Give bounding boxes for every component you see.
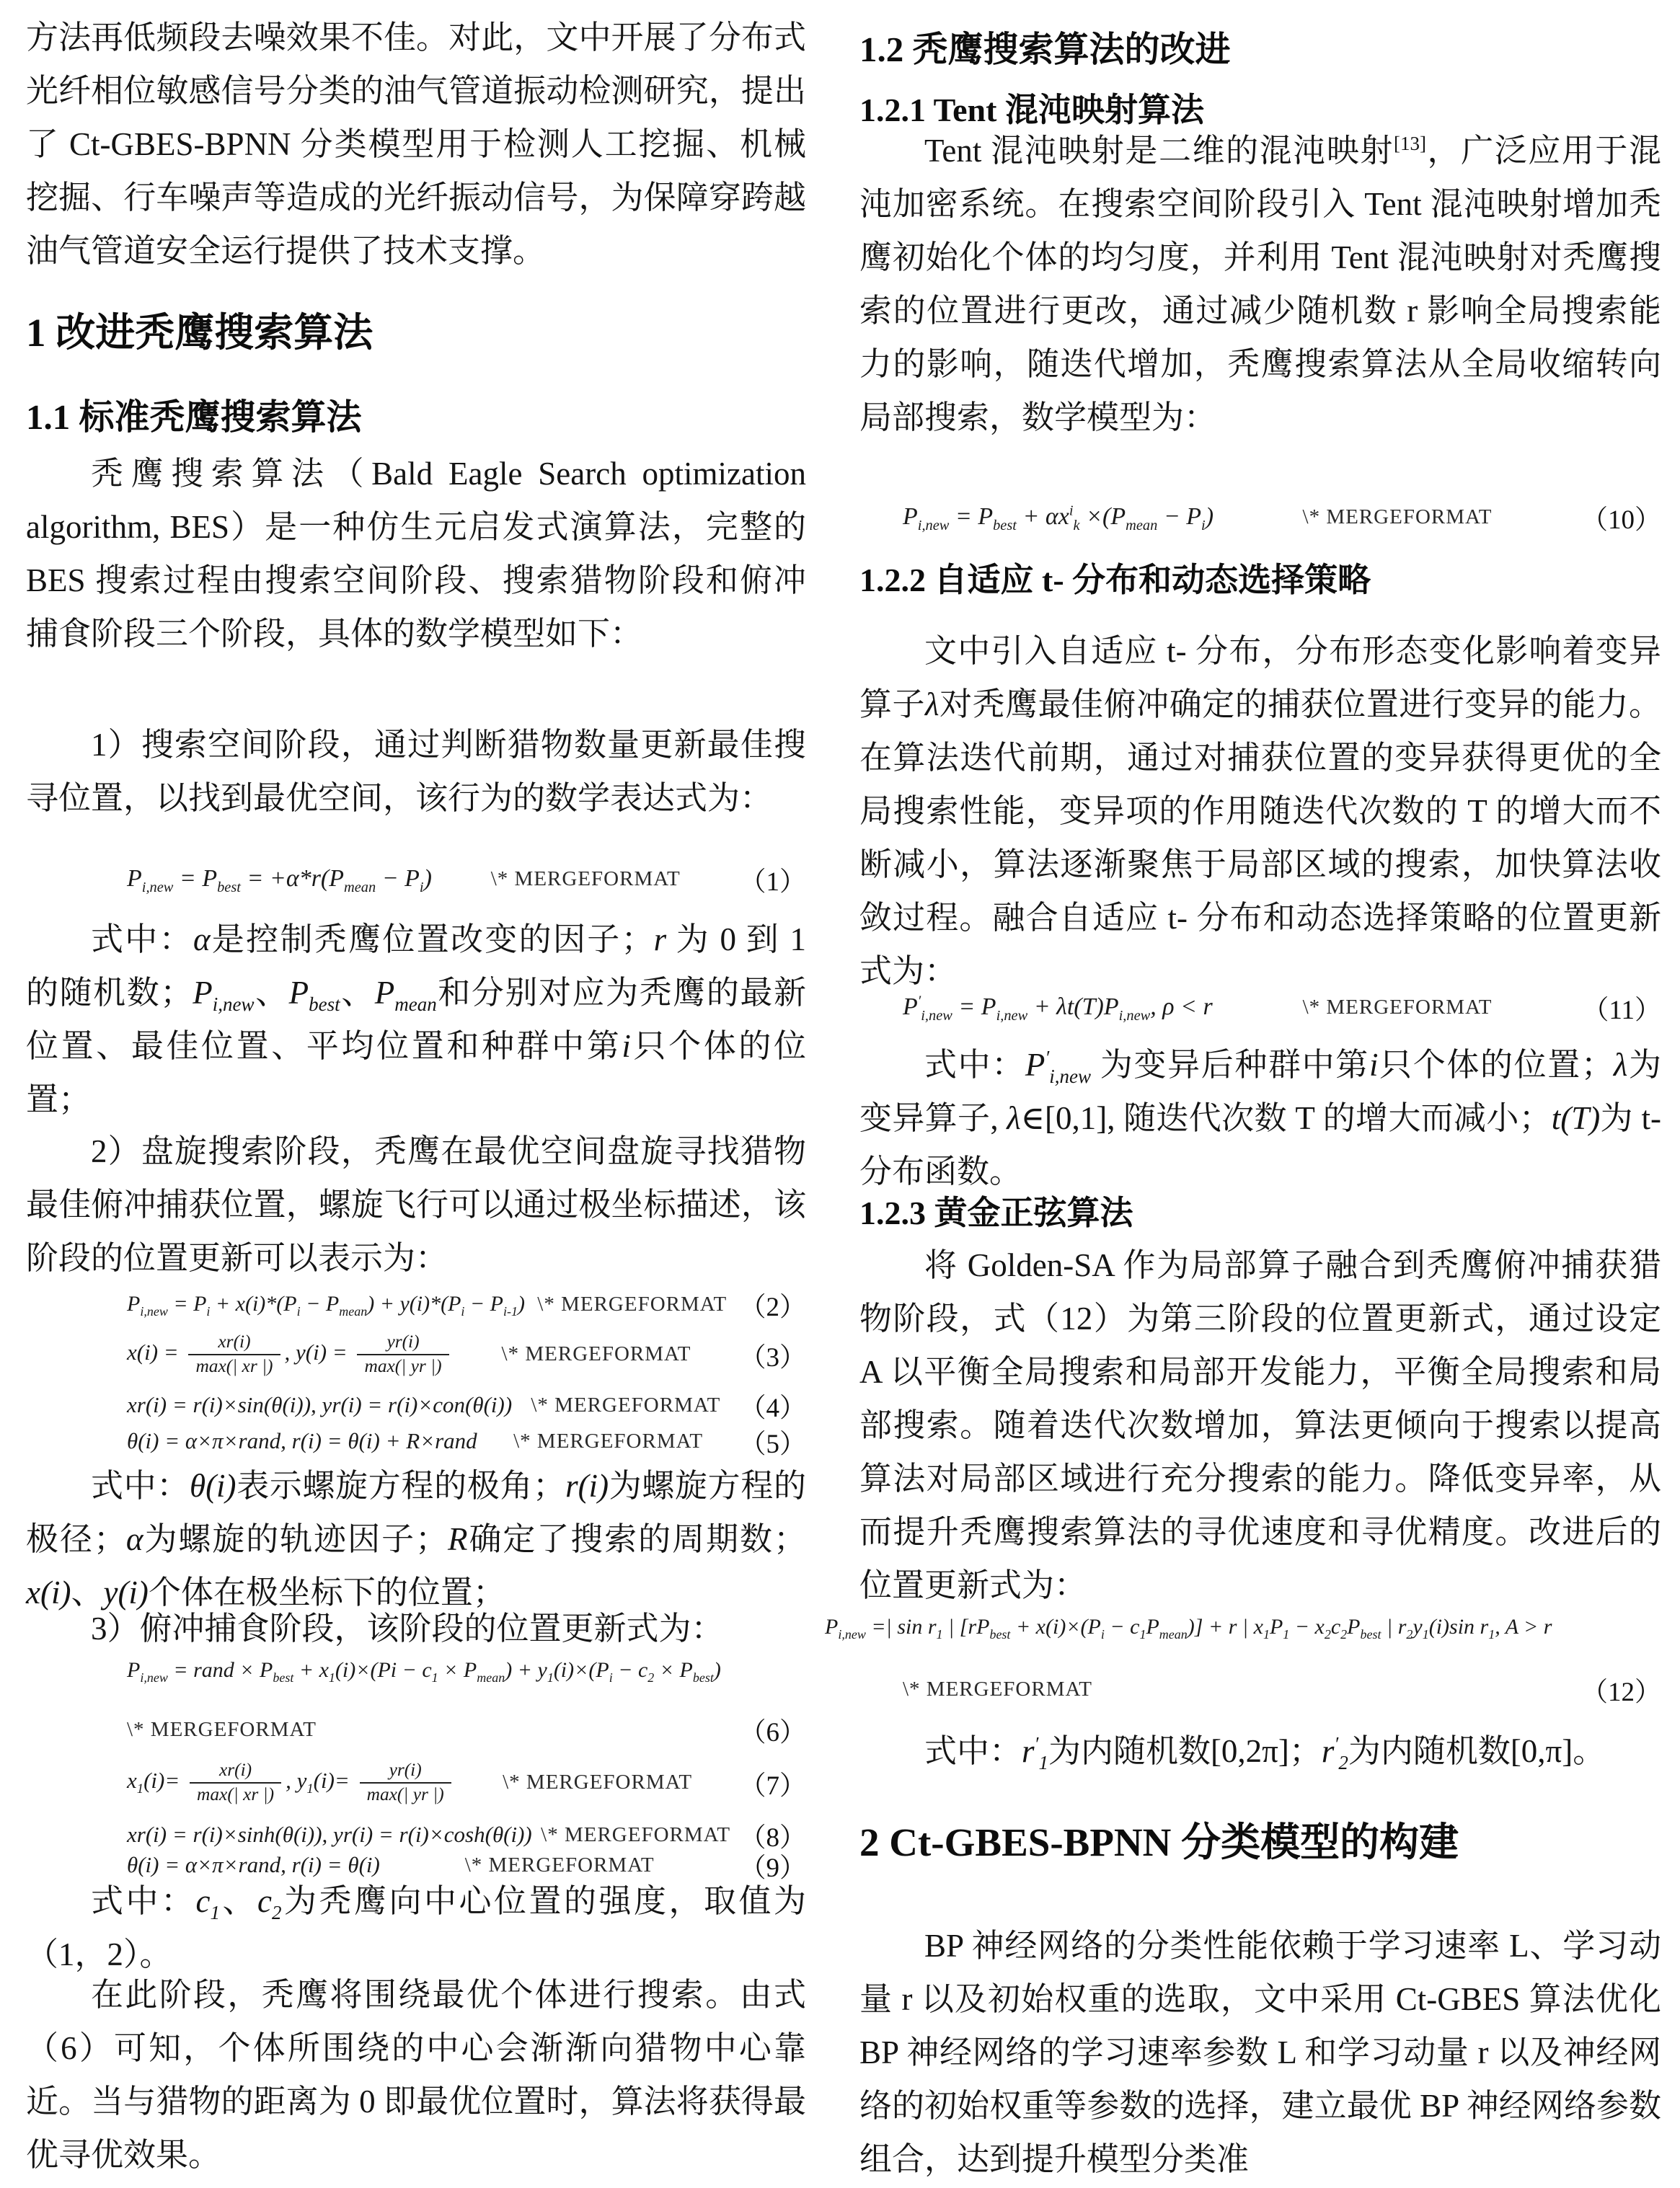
- equation-12-body-row: [825, 1615, 1661, 1642]
- equation-6-number: （6）: [739, 1718, 806, 1748]
- equation-8-number: （8）: [739, 1823, 806, 1853]
- paragraph-stage2: 2）盘旋搜索阶段，秃鹰在最优空间盘旋寻找猎物最佳俯冲捕获位置，螺旋飞行可以通过极坐标描述，该阶段的位置更新可以表示为：: [26, 1133, 806, 1276]
- equation-7: [26, 1759, 806, 1807]
- paragraph-tent: Tent 混沌映射是二维的混沌映射[13]，广泛应用于混沌加密系统。在搜索空间阶段引入 Tent 混沌映射增加秃鹰初始化个体的均匀度，并利用 Tent 混沌映射对秃鹰搜索的位置进行更改，通过减少随机数 r 影响全局搜索能力的影响，随迭代增加，秃鹰搜索算法从全局收缩转向局部搜索，数学模型为：: [859, 133, 1661, 435]
- paragraph-stage3-tail: 在此阶段，秃鹰将围绕最优个体进行搜索。由式（6）可知，个体所围绕的中心会渐渐向猎物中心靠近。当与猎物的距离为 0 即最优位置时，算法将获得最优寻优效果。: [26, 1977, 806, 2173]
- equation-7-number: （7）: [739, 1771, 806, 1801]
- equation-9-mergeformat: \* MERGEFORMAT: [464, 1853, 655, 1877]
- paragraph-eq11-note: 式中：$P'_{i,new}$ 为变异后种群中第i只个体的位置；λ为变异算子, λ∈[0,1], 随迭代次数 T 的增大而减小；t(T)为 t- 分布函数。: [859, 1047, 1661, 1190]
- equation-5: [26, 1422, 806, 1461]
- paragraph-golden: 将 Golden-SA 作为局部算子融合到秃鹰俯冲捕获猎物阶段，式（12）为第三阶段的位置更新式，通过设定 A 以平衡全局搜索和局部开发能力，平衡全局搜索和局部搜索。随着迭代次数增加，算法更倾向于搜索以提高算法对局部区域进行充分搜索的能力。降低变异率，从而提升秃鹰搜索算法的寻优速度和寻优精度。改进后的位置更新式为：: [859, 1247, 1661, 1603]
- equation-8-mergeformat: \* MERGEFORMAT: [541, 1822, 731, 1846]
- equation-6-body-row: [26, 1658, 806, 1683]
- section-1-1-heading: 1.1 标准秃鹰搜索算法: [26, 397, 362, 437]
- equation-12-mergeformat: \* MERGEFORMAT: [903, 1677, 1092, 1701]
- equation-1: [26, 859, 806, 898]
- equation-3-body: x(i) = $\frac{xr(i)}{\max(| xr |)}$ , y(i) = $\frac{yr(i)}{\max(| yr |)}$: [127, 1331, 454, 1378]
- paragraph-bes-intro: 秃鹰搜索算法（Bald Eagle Search optimization algorithm, BES）是一种仿生元启发式演算法，完整的 BES 搜索过程由搜索空间阶段、搜索猎物阶段和俯冲捕食阶段三个阶段，具体的数学模型如下：: [26, 456, 806, 652]
- equation-11-body: $P'_{i,new} = P_{i,new} + \lambda t(T)P_{i,new}$, ρ < r: [903, 993, 1213, 1024]
- equation-3: [26, 1331, 806, 1378]
- equation-4: [26, 1386, 806, 1425]
- right-column: [825, 0, 1661, 2188]
- equation-1-number: （1）: [739, 867, 806, 897]
- section-1-2-3-heading: 1.2.3 黄金正弦算法: [859, 1195, 1133, 1231]
- equation-2-number: （2）: [739, 1293, 806, 1322]
- paragraph-eq5-note: 式中：θ(i)表示螺旋方程的极角；r(i)为螺旋方程的极径；α为螺旋的轨迹因子；R确定了搜索的周期数；x(i)、y(i)个体在极坐标下的位置；: [26, 1468, 806, 1611]
- equation-4-body: xr(i) = r(i)×sin(θ(i)), yr(i) = r(i)×con(θ(i)): [127, 1392, 513, 1417]
- equation-2: [26, 1285, 806, 1324]
- equation-5-mergeformat: \* MERGEFORMAT: [513, 1429, 704, 1453]
- equation-6-mergeformat: \* MERGEFORMAT: [127, 1717, 317, 1741]
- equation-12-label-row: [859, 1670, 1661, 1709]
- equation-11-mergeformat: \* MERGEFORMAT: [1302, 995, 1493, 1019]
- paragraph-bp-network: BP 神经网络的分类性能依赖于学习速率 L、学习动量 r 以及初始权重的选取，文中采用 Ct-GBES 算法优化 BP 神经网络的学习速率参数 L 和学习动量 r 以及神经网络的初始权重等参数的选择，建立最优 BP 神经网络参数组合，达到提升模型分类准: [859, 1928, 1661, 2177]
- paragraph-eq1-note: 式中：α是控制秃鹰位置改变的因子；r 为 0 到 1 的随机数；$P_{i,new}$、$P_{best}$、$P_{mean}$和分别对应为秃鹰的最新位置、最佳位置、平均位置和种群中第i只个体的位置；: [26, 921, 806, 1117]
- equation-11-number: （11）: [1582, 996, 1661, 1025]
- equation-12-body: $P_{i,new}$ =| $\sin r_1$ | $[rP_{best} + x(i)\times(P_i - c_1P_{mean})] + r$ | $x_1P_1 - x_2c_2P_{best}$ | $r_2y_1(i)\sin$ $r_1$, A > r: [825, 1615, 1552, 1642]
- equation-10-mergeformat: \* MERGEFORMAT: [1302, 505, 1493, 528]
- equation-5-body: θ(i) = α×π×rand, r(i) = θ(i) + R×rand: [127, 1428, 477, 1453]
- equation-10: [859, 497, 1661, 536]
- equation-10-body: $P_{i,new} = P_{best} + \alpha x^i_k \times(P_{mean} - P_i)$: [903, 502, 1214, 533]
- paragraph-tdist: 文中引入自适应 t- 分布，分布形态变化影响着变异算子λ对秃鹰最佳俯冲确定的捕获位置进行变异的能力。在算法迭代前期，通过对捕获位置的变异获得更优的全局搜索性能，变异项的作用随迭代次数的 T 的增大而不断减小，算法逐渐聚焦于局部区域的搜索，加快算法收敛过程。融合自适应 t- 分布和动态选择策略的位置更新式为：: [859, 633, 1661, 989]
- equation-3-number: （3）: [739, 1342, 806, 1373]
- equation-11: [859, 988, 1661, 1027]
- equation-6-body: $P_{i,new}$ = rand × $P_{best} + x_1(i)\times(Pi - c_1 \times P_{mean}) + y_1(i)\times(P_i - c_2 \times P_{best})$: [127, 1658, 721, 1685]
- paragraph-intro-continued: 方法再低频段去噪效果不佳。对此，文中开展了分布式光纤相位敏感信号分类的油气管道振动检测研究，提出了 Ct-GBES-BPNN 分类模型用于检测人工挖掘、机械挖掘、行车噪声等造成的光纤振动信号，为保障穿跨越油气管道安全运行提供了技术支撑。: [26, 19, 806, 269]
- equation-7-mergeformat: \* MERGEFORMAT: [503, 1771, 693, 1794]
- equation-6-label-row: [26, 1710, 806, 1749]
- section-2-heading: 2 Ct-GBES-BPNN 分类模型的构建: [859, 1820, 1459, 1864]
- equation-5-number: （5）: [739, 1430, 806, 1459]
- paragraph-stage1: 1）搜索空间阶段，通过判断猎物数量更新最佳搜寻位置，以找到最优空间，该行为的数学表达式为：: [26, 727, 806, 816]
- section-1-2-1-heading: 1.2.1 Tent 混沌映射算法: [859, 92, 1204, 128]
- equation-12-number: （12）: [1581, 1678, 1661, 1707]
- equation-4-mergeformat: \* MERGEFORMAT: [531, 1393, 721, 1417]
- section-1-2-heading: 1.2 秃鹰搜索算法的改进: [859, 30, 1231, 69]
- equation-4-number: （4）: [739, 1394, 806, 1423]
- equation-7-body: $x_1(i)=$ $\frac{xr(i)}{\max(| xr |)}$ , $y_1(i)=$ $\frac{yr(i)}{\max(| yr |)}$: [127, 1759, 456, 1807]
- equation-2-body: $P_{i,new} = P_i + x(i)*(P_i - P_{mean}) + y(i)*(P_i - P_{i-1})$: [127, 1292, 525, 1319]
- equation-2-mergeformat: \* MERGEFORMAT: [537, 1292, 728, 1316]
- equation-9-body: θ(i) = α×π×rand, r(i) = θ(i): [127, 1852, 380, 1877]
- equation-1-body: $P_{i,new} = P_{best} = +\alpha*r(P_{mean} - P_i)$: [127, 865, 432, 895]
- paragraph-stage3: 3）俯冲捕食阶段，该阶段的位置更新式为：: [91, 1611, 724, 1647]
- section-1-2-2-heading: 1.2.2 自适应 t- 分布和动态选择策略: [859, 562, 1371, 598]
- equation-9-number: （9）: [739, 1853, 806, 1883]
- left-column: [26, 0, 806, 2188]
- section-1-heading: 1 改进秃鹰搜索算法: [26, 311, 373, 355]
- equation-3-mergeformat: \* MERGEFORMAT: [501, 1342, 691, 1366]
- paragraph-eq9-note: 式中：$c_1$、$c_2$为秃鹰向中心位置的强度，取值为（1，2）。: [26, 1883, 806, 1972]
- equation-10-number: （10）: [1580, 505, 1661, 535]
- paragraph-eq12-note: 式中：$r'_1$为内随机数[0,2π]；$r'_2$为内随机数[0,π]。: [924, 1733, 1606, 1773]
- equation-8-body: xr(i) = r(i)×sinh(θ(i)), yr(i) = r(i)×cosh(θ(i)): [127, 1822, 532, 1847]
- equation-1-mergeformat: \* MERGEFORMAT: [490, 867, 681, 890]
